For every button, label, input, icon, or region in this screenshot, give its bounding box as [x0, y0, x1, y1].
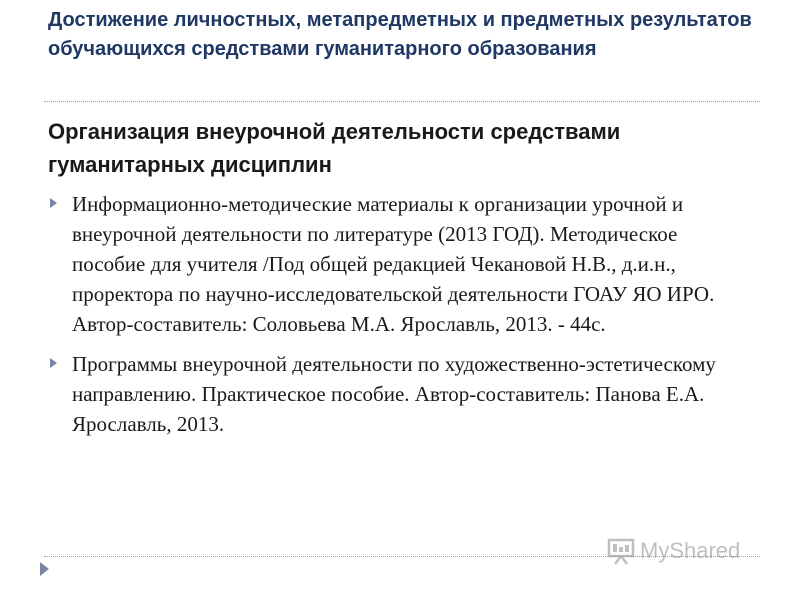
section-heading: Организация внеурочной деятельности средствами гуманитарных дисциплин: [48, 119, 621, 177]
presentation-board-icon: [606, 536, 636, 566]
watermark: [606, 536, 740, 566]
triangle-bullet-icon: [50, 358, 57, 368]
triangle-arrow-icon[interactable]: [40, 562, 49, 576]
list-item: [48, 349, 748, 439]
watermark-text: MyShared: [640, 538, 741, 563]
slide-header-title: Достижение личностных, метапредметных и предметных результатов обучающихся средствами гуманитарного образования: [48, 9, 752, 60]
list-item: [48, 189, 748, 339]
bullet-list: [48, 189, 748, 449]
bullet-text: Информационно-методические материалы к организации урочной и внеурочной деятельности по литературе (2013 ГОД). Методическое пособие для учителя /Под общей редакцией Чекановой Н.В., д.и.н., проректора по научно-исследовательской деятельности ГОАУ ЯО ИРО. Автор-составитель: Соловьева М.А. Ярославль, 2013. - 44с.: [72, 192, 715, 336]
header-divider: [44, 101, 760, 102]
bullet-text: Программы внеурочной деятельности по художественно-эстетическому направлению. Практическое пособие. Автор-составитель: Панова Е.А. Ярославль, 2013.: [72, 352, 716, 436]
triangle-bullet-icon: [50, 198, 57, 208]
